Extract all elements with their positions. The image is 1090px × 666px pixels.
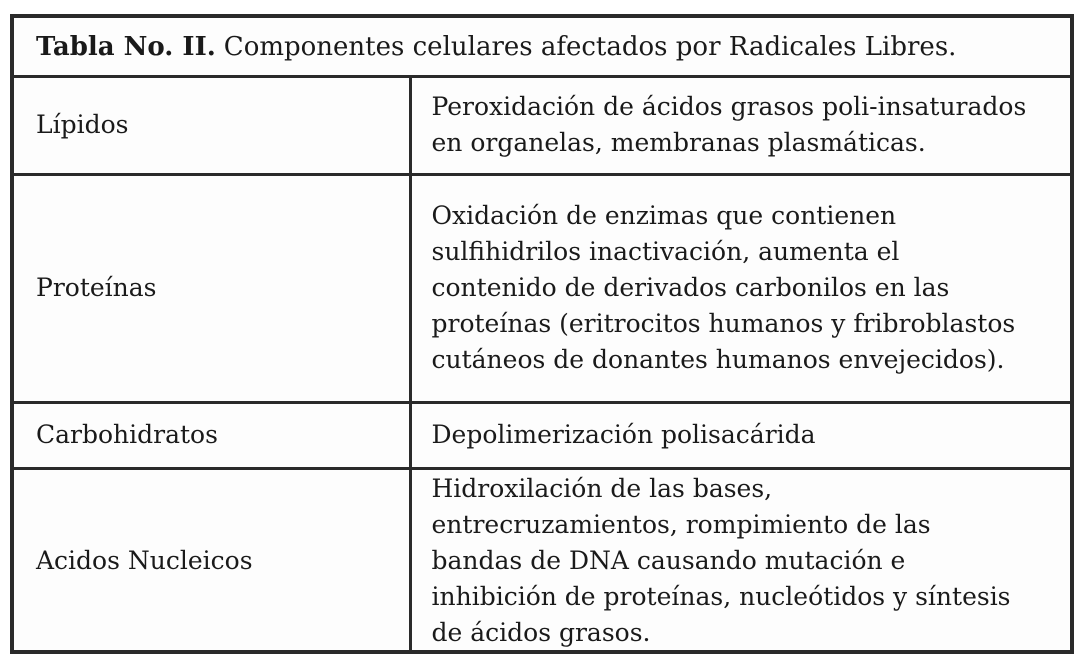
effect-line: en organelas, membranas plasmáticas.: [431, 128, 926, 158]
effect-line: Hidroxilación de las bases,: [431, 473, 773, 503]
effect-line: inhibición de proteínas, nucleótidos y síntesis: [431, 581, 1011, 611]
effect-line: contenido de derivados carbonilos en las: [431, 273, 950, 302]
component-cell: Acidos Nucleicos: [14, 468, 410, 652]
effect-line: Oxidación de enzimas que contienen: [431, 201, 897, 230]
table-caption-label: Tabla No. II.: [36, 31, 216, 62]
effect-line: de ácidos grasos.: [431, 617, 651, 647]
component-cell: Carbohidratos: [14, 402, 410, 468]
effect-cell: [410, 402, 1070, 468]
components-table: [14, 78, 1070, 652]
table-row: [14, 468, 1070, 652]
table-row: [14, 402, 1070, 468]
effect-line: sulfihidrilos inactivación, aumenta el: [431, 237, 900, 266]
effect-line: proteínas (eritrocitos humanos y fribroblastos: [431, 309, 1016, 338]
effect-line: entrecruzamientos, rompimiento de las: [431, 509, 931, 539]
component-cell: Proteínas: [14, 174, 410, 402]
effect-line: Depolimerización polisacárida: [431, 420, 816, 449]
effect-cell: [410, 174, 1070, 402]
effect-line: Peroxidación de ácidos grasos poli-insaturados: [431, 92, 1027, 122]
table-caption: [14, 18, 1070, 78]
effect-cell: [410, 468, 1070, 652]
component-cell: Lípidos: [14, 78, 410, 174]
effect-line: bandas de DNA causando mutación e: [431, 545, 906, 575]
table-row: [14, 174, 1070, 402]
effect-line: cutáneos de donantes humanos envejecidos).: [431, 345, 1005, 374]
effect-cell: [410, 78, 1070, 174]
table-frame: [10, 14, 1074, 654]
table-caption-title: Componentes celulares afectados por Radicales Libres.: [223, 31, 957, 62]
table-row: [14, 78, 1070, 174]
